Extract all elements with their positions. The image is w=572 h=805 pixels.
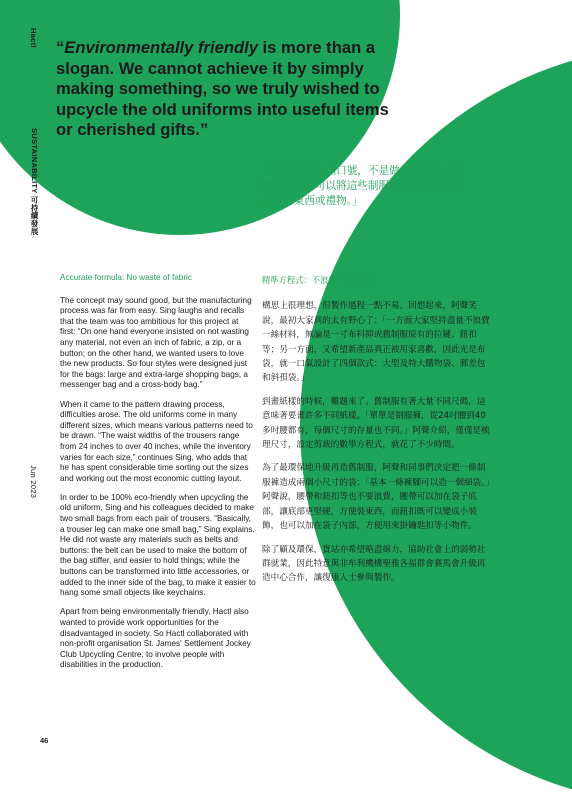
body-paragraph: In order to be 100% eco-friendly when upcycling the old uniform, Sing and his colleagues decided to make two small bags from each pair of trousers. “Basically, a trouser leg can make one small bag,” Sing explains. He did not waste any materials such as belts and buttons: the belt can be used to make the bottom of the bag stiffer, and easier to hold things; while the buttons can be transformed into little accessories, or added to the inner side of the bag, to make it easier to hang some small objects like keychains.: [60, 492, 256, 598]
body-paragraph-zh: 為了最環保地升級再造舊制服，阿聲和同事們決定把一條制服褲造成兩個小尺寸的袋：「基本一條褲腳可以造一個細袋。」阿聲說，腰帶和鈕扣等也不要浪費，腰帶可以加在袋子底部，讓底部更堅硬，方便裝東西，而鈕扣既可以變成小裝飾，也可以加在袋子內部，方便用來掛鑰匙扣等小物件。: [262, 463, 490, 532]
pull-quote-text: is more than a slogan. We cannot achieve it by simply making something, so we truly wished to upcycle the old uniforms into useful items or cherished gifts.”: [56, 38, 389, 139]
pull-quote-open-mark: “: [56, 38, 65, 57]
article-column-chinese: [262, 273, 490, 595]
running-head-section: SUSTAINABILITY 可持續發展: [30, 128, 39, 235]
section-heading-chinese: 精準方程式：不浪費一絲布料: [262, 275, 370, 285]
body-paragraph: When it came to the pattern drawing process, difficulties arose. The old uniforms come in many different sizes, which means various patterns need to be drawn. “The waist widths of the trousers range from 24 inches to over 40 inches, while the inventory varies for each size,” continues Sing, who adds that he has spent considerable time sorting out the sizes and working out the most economic cutting layout.: [60, 399, 253, 483]
body-paragraph-zh: 到畫紙樣的時候，難題來了。舊制服有著大量不同尺碼，這意味著要畫許多不同紙樣。「單單是制服褲，從24吋腰到40多吋腰都有，每個尺寸的存量也不同。」阿聲介紹，僅僅是梳理尺寸，設定剪裁的數學方程式，就花了不少時間。: [262, 396, 490, 451]
page-number: 46: [40, 736, 49, 745]
body-paragraph-zh: 構思上很理想，但製作過程一點不易。回想起來，阿聲笑說，最初大家真的太有野心了：「一方面大家堅持盡量不浪費一絲材料，無論是一寸布料抑或舊制服原有的拉鏈、鈕扣等；另一方面，又希望新產品真正被用家喜歡，因此光是布袋，就一口氣設計了四個款式：大型及特大購物袋、郵差包和斜孭袋。」: [262, 301, 490, 384]
section-heading-english: Accurate formula: No waste of fabric: [60, 273, 192, 282]
article-column-english: [60, 273, 256, 680]
body-paragraph: Apart from being environmentally friendly, Hactl also wanted to provide work opportunities for the disadvantaged in society. So Hactl collaborated with non-profit organisation St. James' Settlement Jockey Club Upcycling Centre, to involve people with disabilities in the production.: [60, 607, 251, 670]
running-head-date: Jun 2023: [29, 465, 38, 499]
body-paragraph: The concept may sound good, but the manufacturing process was far from easy. Sing laughs and recalls that the team was too ambitious for this project at first: “On one hand everyone insisted on not wasting any material, not even an inch of fabric, a zip, or a button; on the other hand, we wanted users to love the new products. So four styles were designed just for the bags: large and extra-large shopping bags, a messenger bag and a cross-body bag.”: [60, 295, 252, 390]
pull-quote-highlight: Environmentally friendly: [64, 38, 258, 57]
pull-quote-chinese: 「環保不是一個口號，不是做了就可以，我們希望真的可以將這些制服變成日常生活中需要的東西或禮物。」: [262, 165, 464, 207]
pull-quote-english: [56, 38, 396, 141]
running-head-brand: Hactl: [29, 28, 38, 48]
body-paragraph-zh: 除了顧及環保，貨站亦希望略盡綿力，協助社會上的弱勢社群就業，因此特意與非牟利機構聖雅各福群會賽馬會升級再造中心合作，讓復康人士參與製作。: [262, 544, 486, 584]
